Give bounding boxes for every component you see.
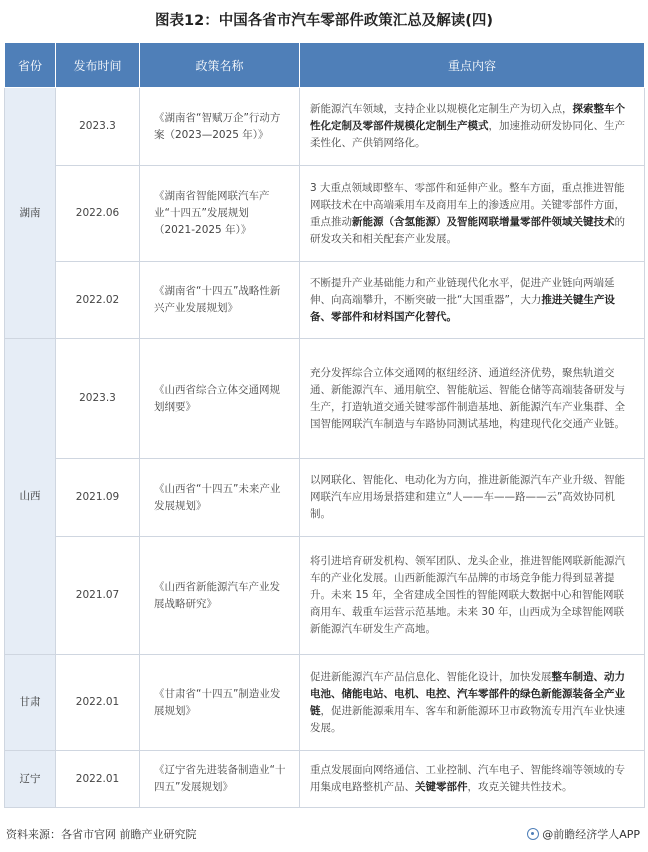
policy-name-cell: 《甘肃省“十四五”制造业发展规划》 [140, 655, 300, 751]
content-cell [300, 655, 645, 751]
content-emphasis: 推进关键生产设备、零部件和材料国产化替代。 [310, 293, 615, 323]
header-policy-name: 政策名称 [140, 43, 300, 88]
content-emphasis: 整车制造、动力电池、储能电站、电机、电控、汽车零部件的绿色新能源装备全产业链 [310, 670, 625, 717]
policy-name-cell: 《湖南省“十四五”战略性新兴产业发展规划》 [140, 262, 300, 339]
table-row [5, 166, 645, 262]
content-cell [300, 262, 645, 339]
content-text: 新能源汽车领域，支持企业以规模化定制生产为切入点， [310, 103, 573, 115]
date-cell: 2023.3 [56, 339, 140, 459]
province-cell: 山西 [5, 339, 56, 655]
province-cell: 湖南 [5, 88, 56, 339]
table-row [5, 262, 645, 339]
date-cell: 2021.07 [56, 537, 140, 655]
table-row [5, 459, 645, 537]
province-cell: 甘肃 [5, 655, 56, 751]
policy-name-cell: 《辽宁省先进装备制造业“十四五”发展规划》 [140, 751, 300, 808]
table-row [5, 339, 645, 459]
content-text: ，攻克关键共性技术。 [467, 781, 573, 793]
content-text: 促进新能源汽车产品信息化、智能化设计，加快发展 [310, 670, 552, 683]
table-row [5, 751, 645, 808]
table-row [5, 655, 645, 751]
policy-name-cell: 《山西省综合立体交通网规划纲要》 [140, 339, 300, 459]
date-cell: 2022.06 [56, 166, 140, 262]
content-text: 的研发攻关和相关配套产业发展。 [310, 215, 625, 245]
source-note: 资料来源：各省市官网 前瞻产业研究院 [6, 828, 197, 841]
content-cell [300, 339, 645, 459]
date-cell: 2021.09 [56, 459, 140, 537]
policy-name-cell: 《湖南省“智赋万企”行动方案（2023—2025 年）》 [140, 88, 300, 166]
content-text: 将引进培育研发机构、领军团队、龙头企业，推进智能网联新能源汽车的产业化发展。山西新能源汽车品牌的市场竞争能力得到显著提升。未来 15 年，全省建成全国性的智能网联大数据中心和智能网联商用车、载重车运营示范基地。未来 30 年，山西成为全球智能网联新能源汽车研发生产高地。 [310, 555, 625, 635]
header-date: 发布时间 [56, 43, 140, 88]
content-emphasis: 关键零部件 [415, 781, 468, 793]
content-emphasis: 探索整车个性化定制及零部件规模化定制生产模式 [310, 103, 625, 132]
content-text: ，促进新能源乘用车、客车和新能源环卫市政物流专用汽车业快速发展。 [310, 704, 625, 734]
policy-name-cell: 《山西省“十四五”未来产业发展规划》 [140, 459, 300, 537]
page-title: 图表12：中国各省市汽车零部件政策汇总及解读(四) [155, 13, 493, 29]
content-cell [300, 166, 645, 262]
qianzhan-logo-icon [527, 828, 539, 840]
date-cell: 2023.3 [56, 88, 140, 166]
content-cell [300, 88, 645, 166]
content-text: 重点发展面向网络通信、工业控制、汽车电子、智能终端等领域的专用集成电路整机产品、 [310, 764, 625, 793]
table-row [5, 537, 645, 655]
content-text: ，加速推动研发协同化、生产柔性化、产供销网络化。 [310, 120, 625, 149]
brand-label: @前瞻经济学人APP [542, 828, 640, 841]
date-cell: 2022.01 [56, 655, 140, 751]
brand-credit [527, 826, 640, 842]
content-text: 不断提升产业基础能力和产业链现代化水平，促进产业链向两端延伸、向高端攀升，不断突破一批“大国重器”，大力 [310, 276, 615, 306]
province-cell: 辽宁 [5, 751, 56, 808]
content-cell [300, 537, 645, 655]
header-content: 重点内容 [300, 43, 645, 88]
date-cell: 2022.02 [56, 262, 140, 339]
date-cell: 2022.01 [56, 751, 140, 808]
content-text: 以网联化、智能化、电动化为方向，推进新能源汽车产业升级、智能网联汽车应用场景搭建和建立“人——车——路——云”高效协同机制。 [310, 474, 625, 520]
content-text: 充分发挥综合立体交通网的枢纽经济、通道经济优势，聚焦轨道交通、新能源汽车、通用航空、智能航运、智能仓储等高端装备研发与生产，打造轨道交通关键零部件制造基地、新能源汽车产业集群、全国智能网联汽车制造与车路协同测试基地，构建现代化交通产业链。 [310, 366, 625, 430]
table-header-row [5, 43, 645, 88]
policy-name-cell: 《山西省新能源汽车产业发展战略研究》 [140, 537, 300, 655]
table-row [5, 88, 645, 166]
content-cell [300, 459, 645, 537]
content-cell [300, 751, 645, 808]
content-emphasis: 新能源（含氢能源）及智能网联增量零部件领域关键技术 [352, 215, 615, 228]
content-text: 3 大重点领域即整车、零部件和延伸产业。整车方面，重点推进智能网联技术在中高端乘用车及商用车上的渗透应用。关键零部件方面，重点推动 [310, 181, 625, 228]
header-province: 省份 [5, 43, 56, 88]
policy-table [4, 42, 645, 808]
policy-name-cell: 《湖南省智能网联汽车产业“十四五”发展规划（2021-2025 年）》 [140, 166, 300, 262]
